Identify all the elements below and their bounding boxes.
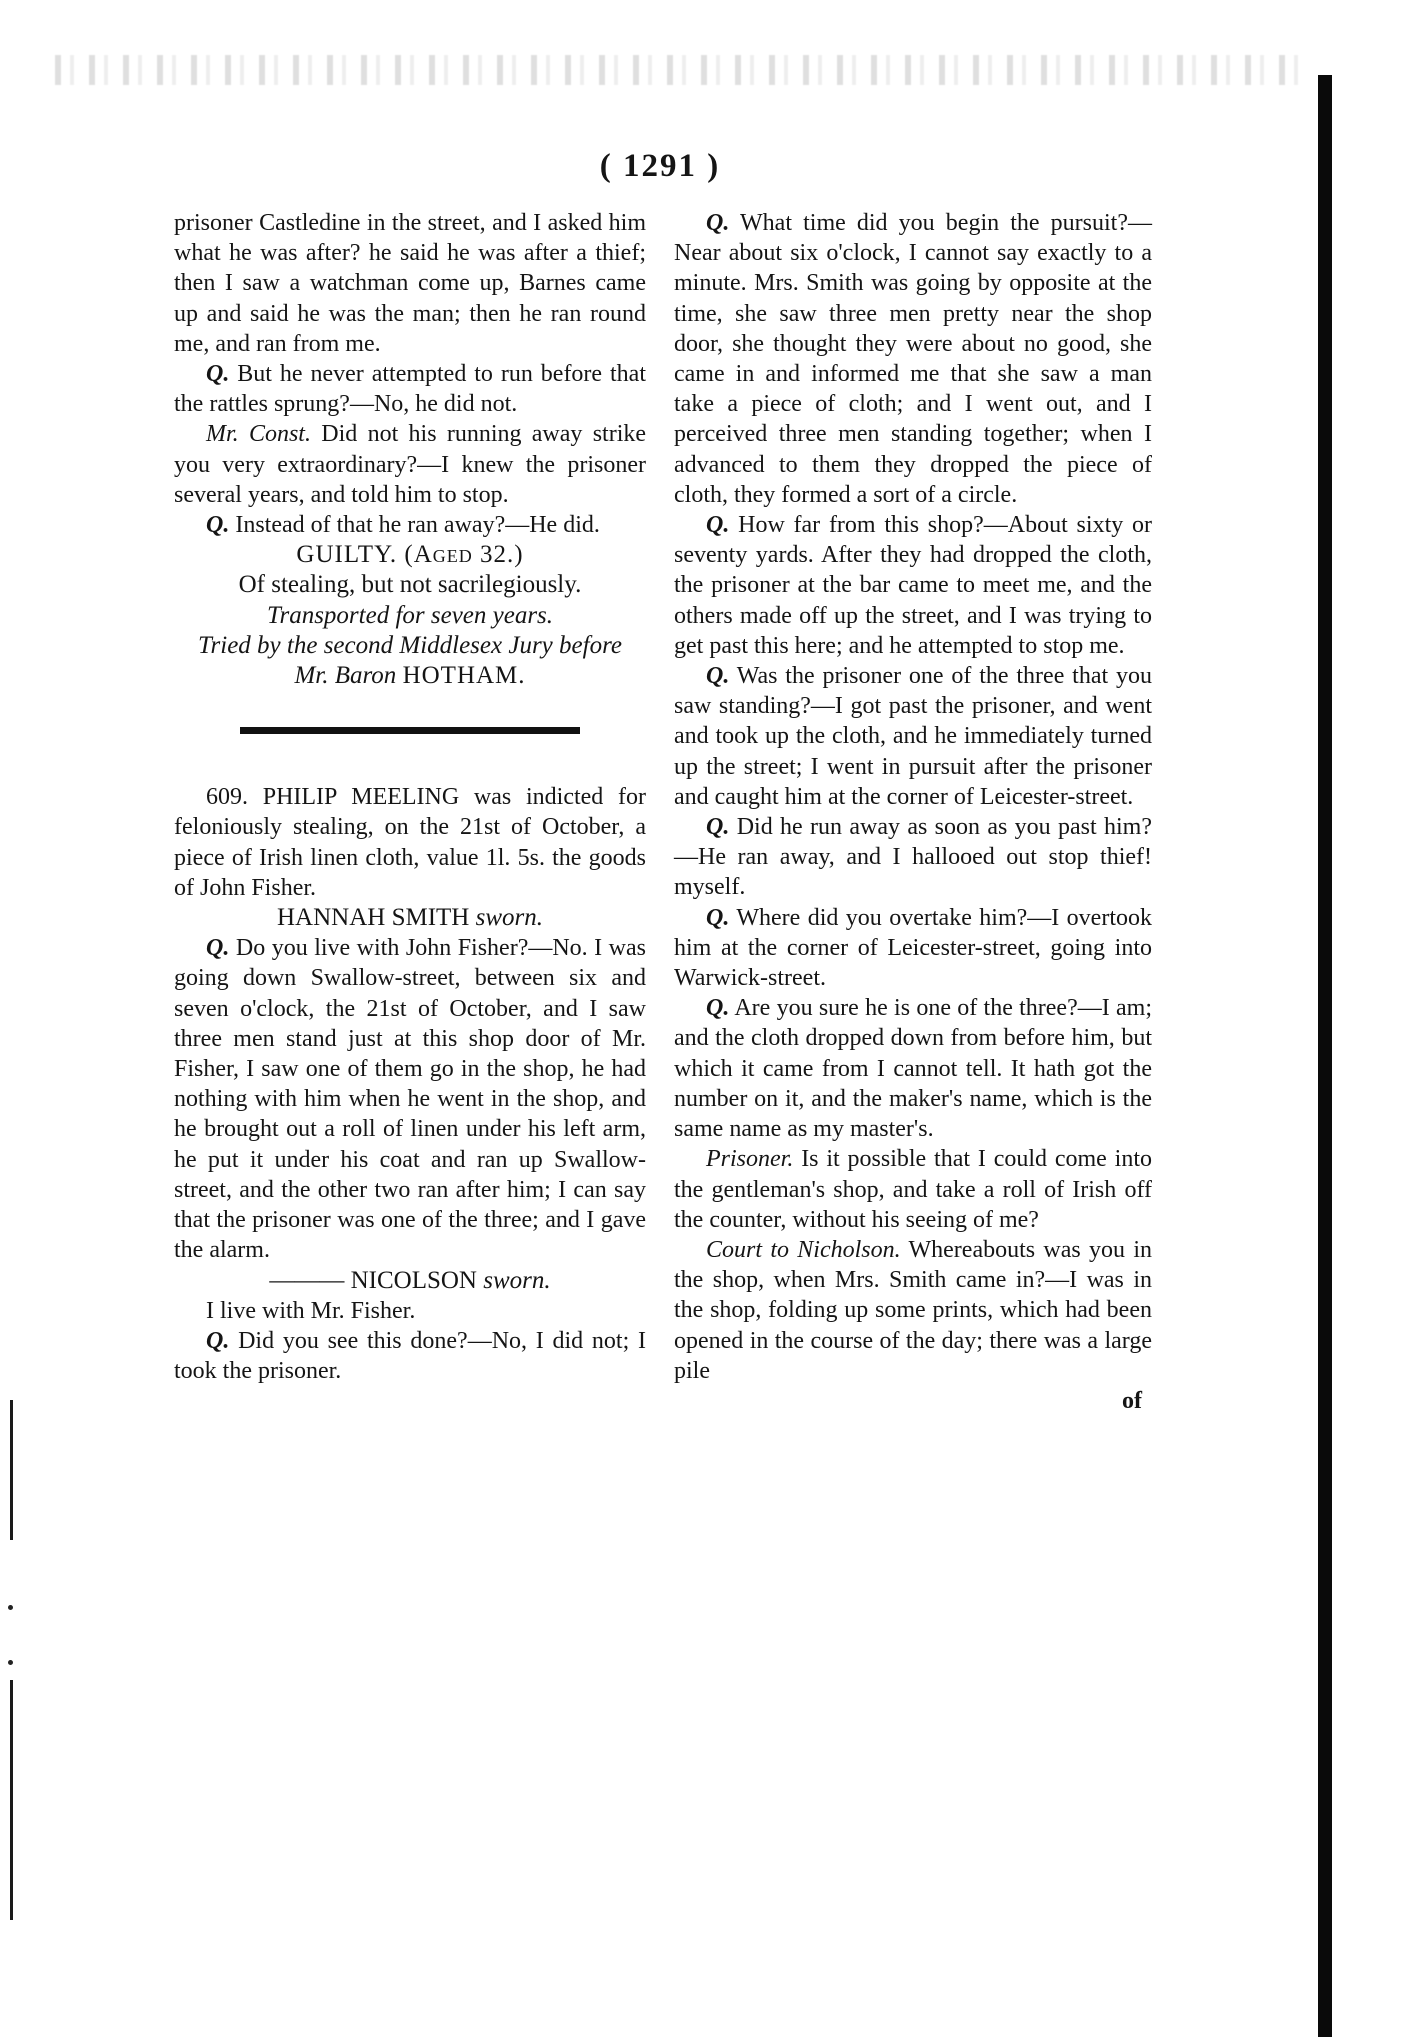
question-mark-q: Q.	[206, 361, 230, 388]
paragraph-text: Whereabouts was you in the shop, when Mrs. Smith came in?—I was in the shop, folding up some prints, which had been opened in the course of the day; there was a large pile	[674, 1236, 1152, 1384]
verdict: GUILTY. (Aged 32.)	[296, 541, 524, 569]
paragraph-text: Is it possible that I could come into the gentleman's shop, and take a roll of Irish off the counter, without his seeing of me?	[674, 1146, 1152, 1233]
paragraph-text: How far from this shop?—About sixty or seventy yards. After they had dropped the cloth, the prisoner at the bar came to meet me, and the others made off up the street, and I was trying to get past this here; and he attempted to stop me.	[674, 512, 1152, 659]
paragraph-text: What time did you begin the pursuit?—Near about six o'clock, I cannot say exactly to a minute. Mrs. Smith was going by opposite at the time, she saw three men pretty near the shop door, she thought they were about no good, she came in and informed me that she saw a man take a piece of cloth; and I went out, and I perceived three men standing together; when I advanced to them they dropped the piece of cloth, they formed a sort of a circle.	[674, 210, 1152, 508]
verdict-detail: Of stealing, but not sacrilegiously.	[238, 571, 582, 599]
witness-sworn: sworn.	[483, 1266, 551, 1294]
question-mark-q: Q.	[706, 663, 730, 690]
witness-name: HANNAH SMITH	[277, 904, 470, 932]
question-mark-q: Q.	[706, 995, 730, 1022]
paragraph: I live with Mr. Fisher.	[206, 1297, 416, 1324]
paragraph-text: Do you live with John Fisher?—No. I was going down Swallow-street, between six and seven o'clock, the 21st of October, and I saw three men stand just at this shop door of Mr. Fisher, I saw one of them go in the shop, he had nothing with him when he went in the shop, and he brought out a roll of linen under his left arm, he put it under his coat and ran up Swallow-street, and the other two ran after him; I can say that the prisoner was one of the three; and I gave the alarm.	[174, 935, 647, 1264]
paragraph-text: Where did you overtake him?—I overtook him at the corner of Leicester-street, going into Warwick-street.	[674, 904, 1152, 992]
scan-dot	[8, 1660, 13, 1665]
paragraph-text: Was the prisoner one of the three that you saw standing?—I got past the prisoner, and went and took up the cloth, and he immediately turned up the street; I went in pursuit after the prisoner and caught him at the corner of Leicester-street.	[674, 663, 1152, 810]
speaker: Mr. Const.	[206, 421, 311, 448]
paragraph	[674, 661, 1152, 812]
witness-heading	[174, 903, 646, 933]
paragraph-text: Are you sure he is one of the three?—I am; and the cloth dropped down from before him, but which it came from I cannot tell. It hath got the number on it, and the maker's name, which is the same name as my master's.	[674, 995, 1152, 1143]
question-mark-q: Q.	[206, 512, 230, 539]
witness-sworn: sworn.	[475, 904, 543, 932]
right-column	[674, 208, 1152, 1416]
scan-dot	[8, 1605, 13, 1610]
sentence: Transported for seven years.	[266, 601, 554, 629]
question-mark-q: Q.	[206, 935, 230, 962]
paragraph-text: Did he run away as soon as you past him?—He ran away, and I hallooed out stop thief! myself.	[674, 814, 1152, 901]
speaker: Court to Nicholson.	[706, 1236, 901, 1263]
question-mark-q: Q.	[706, 904, 730, 931]
scan-edge-mark	[10, 1400, 13, 1540]
judge-name: HOTHAM.	[402, 662, 526, 690]
page-number: ( 1291 )	[599, 148, 721, 184]
judge	[174, 661, 646, 691]
case-heading: 609. PHILIP MEELING was indicted for feloniously stealing, on the 21st of October, a piece of Irish linen cloth, value 1l. 5s. the goods of John Fisher.	[174, 784, 646, 901]
scan-edge-mark	[10, 1680, 13, 1920]
paragraph	[174, 510, 646, 540]
tried-by: Tried by the second Middlesex Jury before	[198, 631, 622, 659]
section-divider	[240, 727, 580, 734]
paragraph	[674, 510, 1152, 661]
paragraph: prisoner Castledine in the street, and I asked him what he was after? he said he was after a thief; then I saw a watchman come up, Barnes came up and said he was the man; then he ran round me, and ran from me.	[174, 210, 646, 357]
paragraph	[174, 359, 646, 419]
paragraph	[174, 419, 646, 510]
paragraph	[674, 208, 1152, 510]
scan-noise	[55, 55, 1305, 85]
catchword: of	[1122, 1387, 1142, 1414]
paragraph-text: But he never attempted to run before that the rattles sprung?—No, he did not.	[174, 361, 646, 418]
witness-heading	[174, 1266, 646, 1296]
page-binding-edge	[1318, 75, 1332, 2037]
paragraph-text: Instead of that he ran away?—He did.	[235, 512, 600, 539]
left-column	[174, 208, 646, 1386]
paragraph-text: Did not his running away strike you very extraordinary?—I knew the prisoner several years, and told him to stop.	[174, 421, 647, 508]
paragraph	[674, 1235, 1152, 1386]
speaker: Prisoner.	[706, 1146, 794, 1173]
question-mark-q: Q.	[706, 814, 730, 841]
paragraph-text: Did you see this done?—No, I did not; I took the prisoner.	[174, 1327, 646, 1385]
question-mark-q: Q.	[706, 512, 730, 539]
paragraph	[674, 993, 1152, 1144]
question-mark-q: Q.	[206, 1327, 230, 1354]
paragraph	[674, 903, 1152, 994]
witness-name: ——— NICOLSON	[269, 1266, 477, 1294]
judge-title: Mr. Baron	[294, 662, 397, 690]
paragraph	[674, 1144, 1152, 1235]
question-mark-q: Q.	[706, 210, 730, 236]
paragraph	[674, 812, 1152, 903]
paragraph	[174, 933, 646, 1265]
paragraph	[174, 1326, 646, 1386]
